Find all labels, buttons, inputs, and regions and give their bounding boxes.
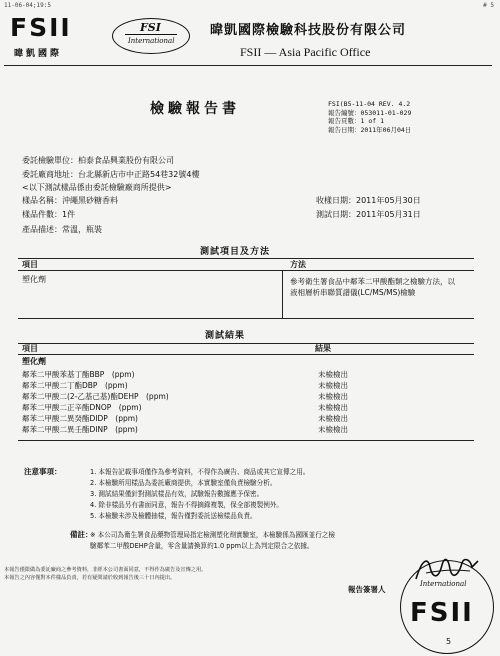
signer-label: 報告簽署人 [348,585,386,594]
result-row-value: 未檢檢出 [318,414,348,423]
sample-count: 樣品件數：1件 [22,210,76,219]
remark-label: 備註： [70,530,93,539]
note-line: 5. 本檢驗未涉及檢體抽樣，報告僅對委託送檢樣品負責。 [90,512,257,520]
result-row-item: 鄰苯二甲酸苯基丁酯BBP (ppm) [22,370,135,379]
note-line: 1. 本報告記載事項僅作為參考資料，不得作為廣告、商品或其它宣傳之用。 [90,468,310,476]
table-rule [18,258,474,259]
page-mark: # 5 [483,2,494,9]
table-rule [18,354,474,355]
result-row-value: 未檢檢出 [318,425,348,434]
test-items-title: 測試項目及方法 [200,247,271,257]
result-row-item: 鄰苯二甲酸二丁酯DBP (ppm) [22,381,128,390]
sample-name: 樣品名稱：沖繩黑砂糖香料 [22,196,118,205]
seal-divider [125,34,177,35]
meta-line: 報告頁數：1 of 1 [328,117,384,125]
table-rule [18,318,474,319]
remark-line: ※ 本公司為衛生署食品藥物管理局指定檢測塑化劑實驗室，本檢驗係為國匯並行之檢 [90,531,335,539]
footer-line: 本報告之內容僅對本件樣品負責，若有疑問請於收到報告後三十日內提出。 [4,575,176,581]
note-line: 3. 測試結果僅針對測試樣品有效，試驗報告數據應予保密。 [90,490,264,498]
test-item: 塑化劑 [22,275,46,284]
meta-line: 報告日期：2011年06月04日 [328,125,412,134]
result-group: 塑化劑 [22,357,46,366]
provided-note: <以下測試樣品係由委託檢驗廠商所提供> [22,183,172,192]
results-col-result: 結果 [315,344,331,353]
company-name: 暐凱國際檢驗科技股份有限公司 [210,23,407,38]
company-logo: FSII [10,13,72,42]
report-meta [328,100,411,134]
product-description: 產品描述：常溫，瓶裝 [22,225,102,234]
client-address: 委託廠商地址：台北縣新店市中正路54巷32號4樓 [22,170,200,179]
result-row-value: 未檢檢出 [318,381,348,390]
footer-line: 本報告僅限做為委託廠商之參考資料，非經本公司書面同意，不得作為廣告及宣傳之用。 [4,567,207,573]
seal-logo: FSII [410,598,474,628]
result-row-value: 未檢檢出 [318,370,348,379]
note-line: 4. 除非樣品另有書面同意，報告不得摘錄複製，保全部複製例外。 [90,501,284,509]
report-title: 檢驗報告書 [150,101,240,117]
client-name: 委託檢驗單位：柏泰食品興業股份有限公司 [22,156,174,165]
company-logo-cn: 暐凱國際 [14,49,63,59]
column-divider [282,270,283,318]
notes-label: 注意事項： [24,467,62,476]
office-name: FSII — Asia Pacific Office [240,45,371,59]
col-item-header: 項目 [22,260,38,269]
result-row-value: 未檢檢出 [318,403,348,412]
table-rule [18,343,474,344]
result-row-value: 未檢檢出 [318,392,348,401]
seal-number: 5 [446,637,452,646]
meta-line: 報告編號：053011-01-029 [328,108,412,117]
result-row-item: 鄰苯二甲酸二正辛酯DNOP (ppm) [22,403,142,412]
results-title: 測試結果 [205,331,246,341]
result-row-item: 鄰苯二甲酸二異壬酯DINP (ppm) [22,425,138,434]
note-line: 2. 本檢驗所用樣品為委託廠商提供，本實驗室僅負責檢驗分析。 [90,479,277,487]
header-rule [4,65,492,66]
test-method: 參考衛生署食品中鄰苯二甲酸酯類之檢驗方法，以液相層析串聯質譜儀(LC/MS/MS)檢驗 [290,277,455,297]
col-method-header: 方法 [290,260,306,269]
received-date: 收樣日期：2011年05月30日 [316,196,421,205]
seal-top-text: FSI [140,21,161,34]
seal-bottom-text: International [128,37,175,45]
remark-line: 驗鄰苯二甲酸DEHP含量，零含量請換算約1.0 ppm以上為判定限合之依據。 [90,542,314,550]
result-row-item: 鄰苯二甲酸二異癸酯DIDP (ppm) [22,414,138,423]
test-date: 測試日期：2011年05月31日 [316,210,421,219]
seal-intl-text: International [420,580,467,588]
fax-header: 11-06-04;19:5 [4,2,51,9]
meta-line: FSI(B5-11-04 REV. 4.2 [328,100,411,108]
result-row-item: 鄰苯二甲酸二(2-乙基己基)酯DEHP (ppm) [22,392,169,401]
table-rule [18,440,474,441]
results-col-item: 項目 [22,344,38,353]
table-rule [18,270,474,271]
